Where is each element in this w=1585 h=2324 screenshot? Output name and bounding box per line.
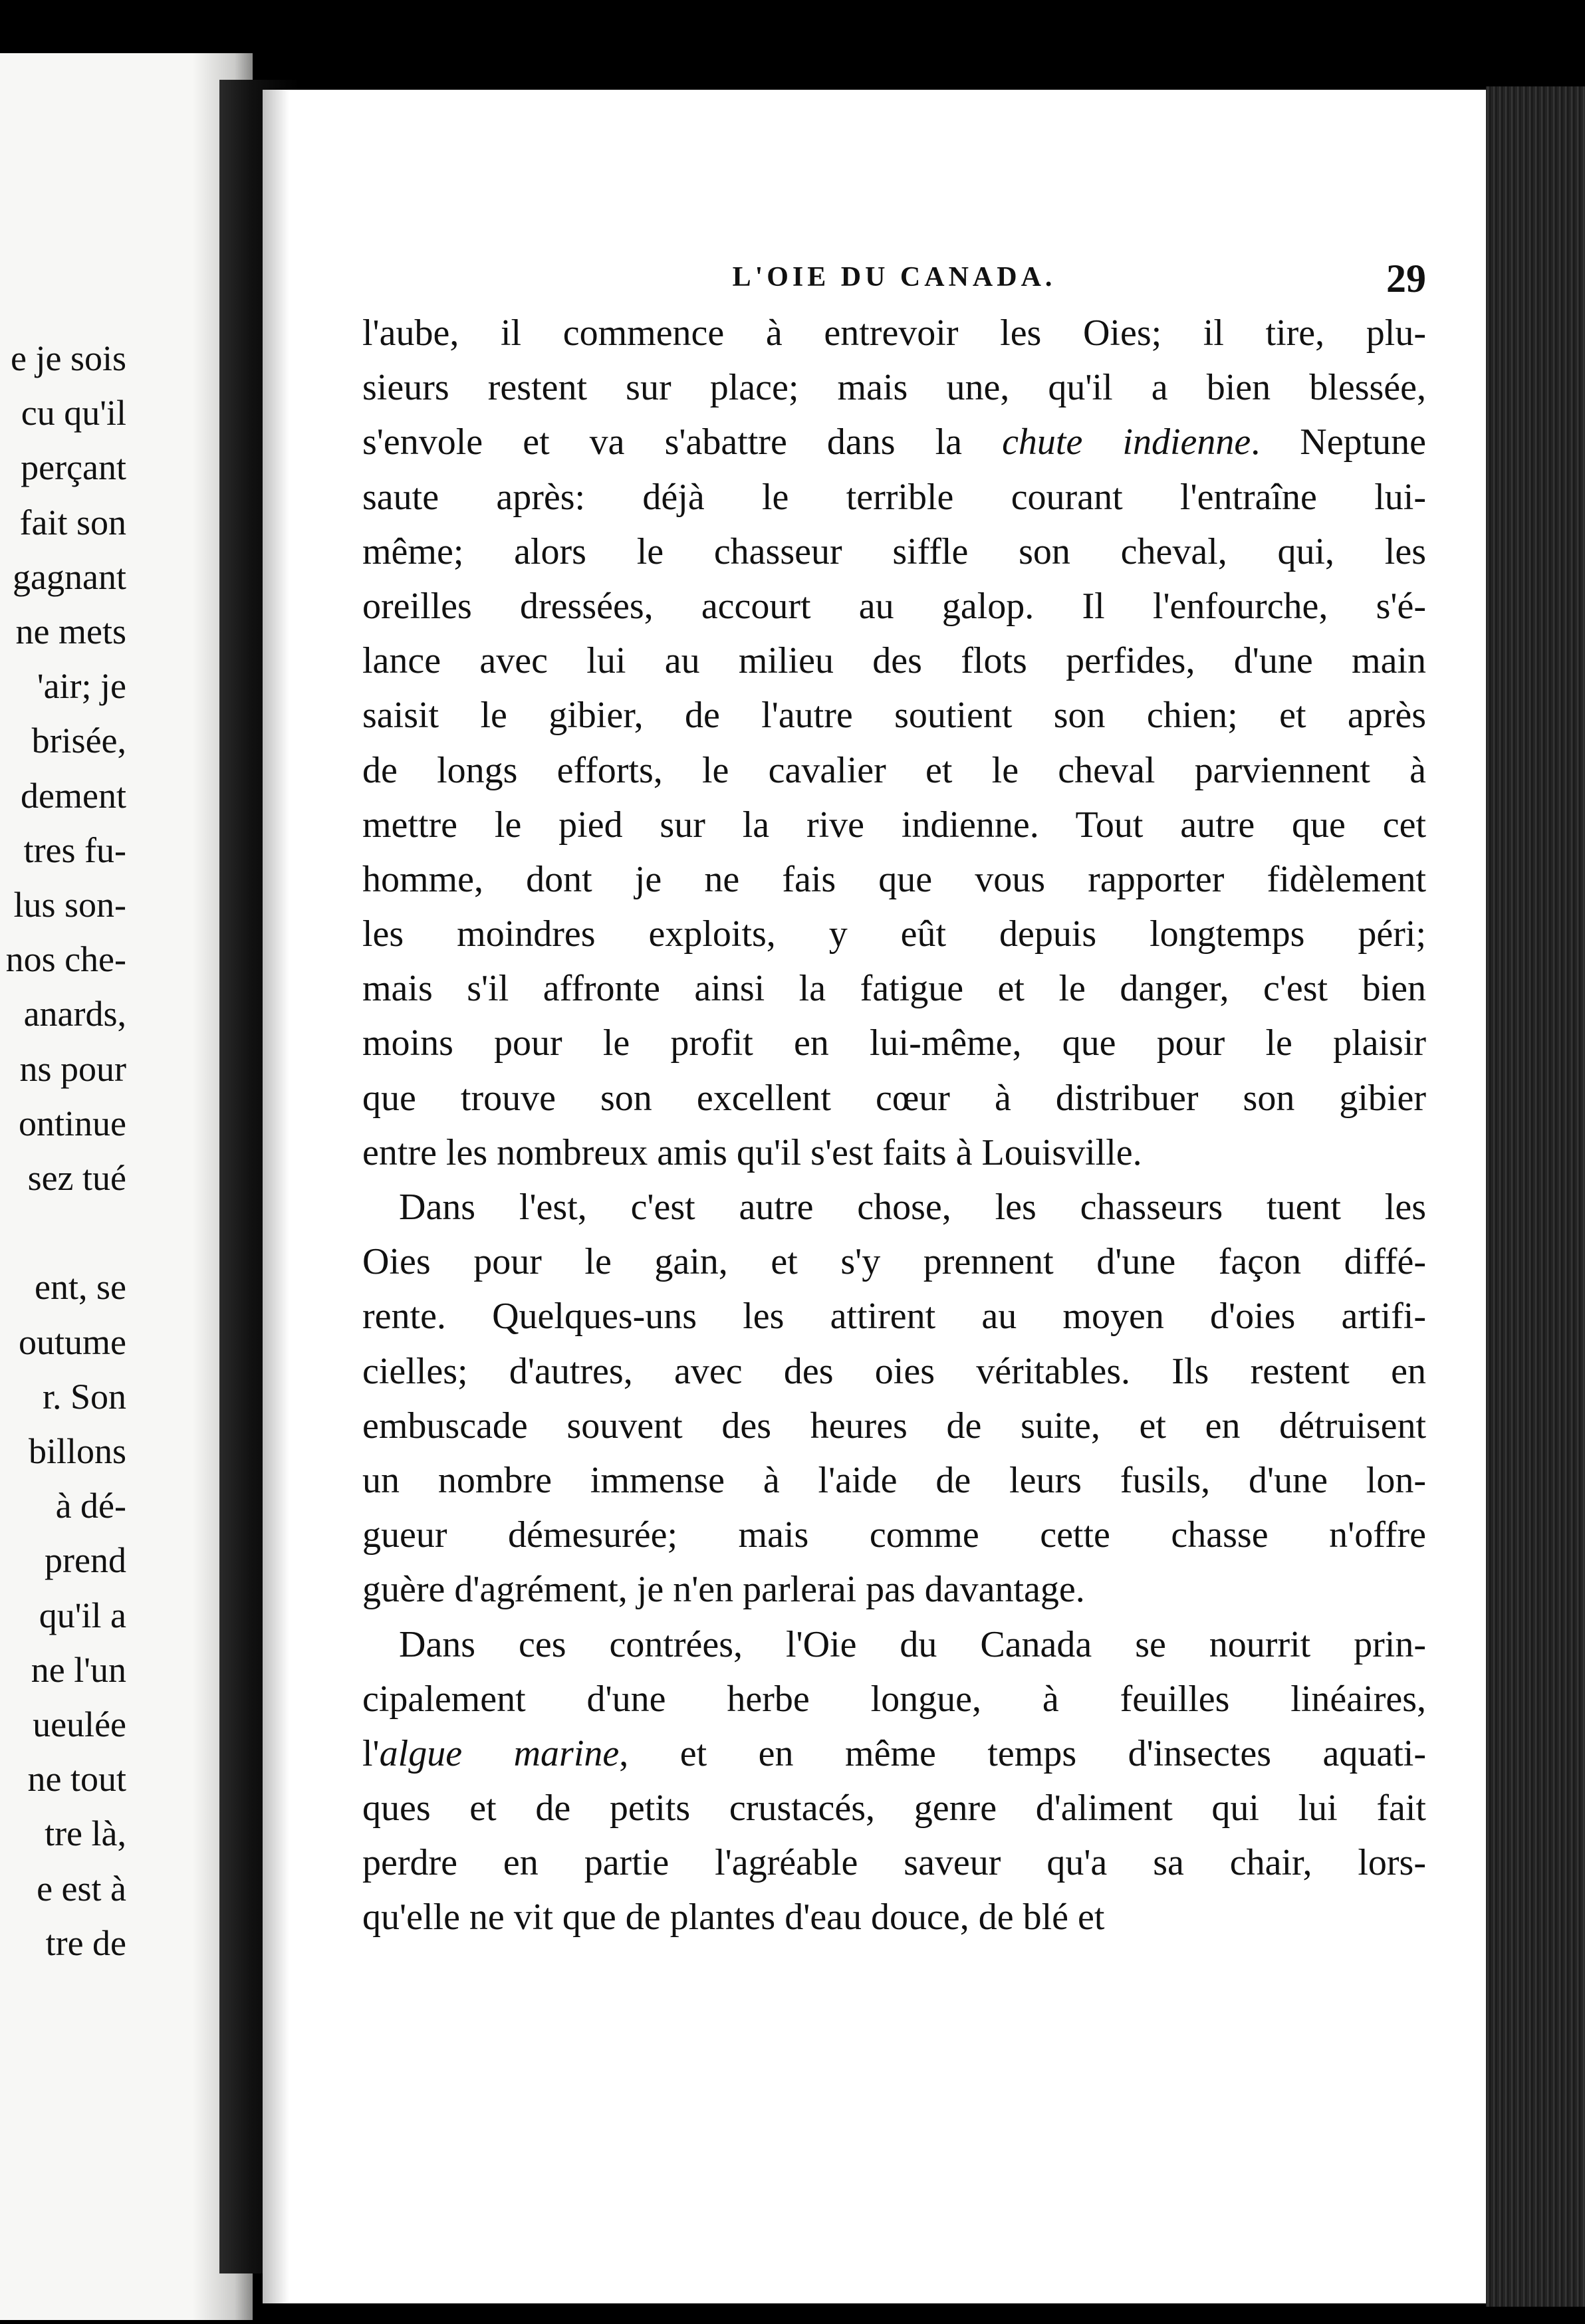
facing-page-line: tre de	[45, 1922, 126, 1963]
facing-page-line: prend	[45, 1540, 126, 1581]
facing-page-line: tres fu-	[23, 830, 126, 870]
facing-page-line: e est à	[37, 1868, 126, 1909]
text-line: l'aube, il commence à entrevoir les Oies; il tire, plu-	[362, 312, 1426, 354]
facing-page-line: ne mets	[15, 612, 126, 651]
facing-page	[0, 53, 253, 2320]
facing-page-line: ontinue	[19, 1103, 126, 1143]
paragraph	[362, 1180, 1426, 1617]
text-line: guère d'agrément, je n'en parlerai pas davantage.	[362, 1569, 1085, 1611]
text-line: Dans l'est, c'est autre chose, les chasseurs tuent les	[399, 1187, 1426, 1228]
text-line: ques et de petits crustacés, genre d'aliment qui lui fait	[362, 1788, 1426, 1829]
facing-page-line: perçant	[21, 447, 126, 488]
facing-page-line: ne l'un	[31, 1649, 126, 1690]
facing-page-line: ent, se	[35, 1267, 126, 1308]
facing-page-line: outume	[19, 1322, 126, 1362]
text-line: perdre en partie l'agréable saveur qu'a sa chair, lors-	[362, 1842, 1426, 1884]
text-line: qu'elle ne vit que de plantes d'eau douce, de blé et	[362, 1897, 1105, 1938]
facing-page-line: sez tué	[27, 1158, 126, 1198]
text-line: un nombre immense à l'aide de leurs fusils, d'une lon-	[362, 1459, 1426, 1501]
facing-page-line: r. Son	[42, 1376, 126, 1417]
text-line: cielles; d'autres, avec des oies véritables. Ils restent en	[362, 1350, 1426, 1392]
facing-page-line: à dé-	[55, 1486, 126, 1526]
body-text	[362, 306, 1426, 1945]
facing-page-line: anards,	[23, 994, 126, 1034]
text-line: sieurs restent sur place; mais une, qu'il a bien blessée,	[362, 367, 1426, 409]
page-header	[362, 256, 1426, 309]
book-page	[263, 90, 1486, 2303]
facing-page-line: billons	[28, 1431, 126, 1471]
text-line: Dans ces contrées, l'Oie du Canada se nourrit prin-	[399, 1623, 1426, 1665]
facing-page-line: ns pour	[19, 1048, 126, 1089]
text-line: homme, dont je ne fais que vous rapporter fidèlement	[362, 858, 1426, 900]
text-line: même; alors le chasseur siffle son cheval, qui, les	[362, 530, 1426, 572]
facing-page-line: tre là,	[45, 1813, 126, 1854]
facing-page-line: 'air; je	[37, 666, 126, 707]
facing-page-line: nos che-	[5, 939, 126, 980]
facing-page-line: ueulée	[33, 1704, 126, 1744]
facing-page-line: dement	[21, 775, 126, 816]
text-line: saute après: déjà le terrible courant l'entraîne lui-	[362, 476, 1426, 518]
text-line: que trouve son excellent cœur à distribuer son gibier	[362, 1077, 1426, 1119]
paragraph	[362, 306, 1426, 1180]
text-line: de longs efforts, le cavalier et le cheval parviennent à	[362, 749, 1426, 791]
text-line: s'envole et va s'abattre dans la chute indienne. Neptune	[362, 421, 1426, 463]
text-line: mettre le pied sur la rive indienne. Tout autre que cet	[362, 804, 1426, 846]
text-line: gueur démesurée; mais comme cette chasse n'offre	[362, 1514, 1426, 1556]
running-head: L'OIE DU CANADA.	[732, 262, 1056, 292]
facing-page-line: fait son	[19, 502, 126, 542]
text-line: embuscade souvent des heures de suite, et en détruisent	[362, 1405, 1426, 1447]
text-line: Oies pour le gain, et s'y prennent d'une façon diffé-	[362, 1241, 1426, 1283]
text-line: l'algue marine, et en même temps d'insectes aquati-	[362, 1732, 1427, 1774]
text-line: moins pour le profit en lui-même, que pour le plaisir	[362, 1022, 1426, 1064]
text-line: oreilles dressées, accourt au galop. Il l'enfourche, s'é-	[362, 585, 1426, 627]
facing-page-line: lus son-	[13, 885, 126, 925]
text-line: saisit le gibier, de l'autre soutient son chien; et après	[362, 695, 1426, 737]
facing-page-line: cu qu'il	[21, 393, 126, 433]
text-line: mais s'il affronte ainsi la fatigue et le danger, c'est bien	[362, 968, 1426, 1010]
page-number: 29	[1386, 257, 1426, 300]
page-edges	[1486, 86, 1585, 2307]
paragraph	[362, 1617, 1426, 1945]
facing-page-line: e je sois	[11, 338, 126, 378]
text-line: les moindres exploits, y eût depuis longtemps péri;	[362, 913, 1426, 955]
text-line: entre les nombreux amis qu'il s'est faits à Louisville.	[362, 1131, 1142, 1173]
text-line: cipalement d'une herbe longue, à feuilles linéaires,	[362, 1678, 1426, 1720]
facing-page-line: brisée,	[31, 721, 126, 761]
facing-page-line: ne tout	[27, 1759, 126, 1800]
text-line: lance avec lui au milieu des flots perfides, d'une main	[362, 640, 1426, 682]
text-line: rente. Quelques-uns les attirent au moyen d'oies artifi-	[362, 1296, 1426, 1337]
facing-page-line: gagnant	[13, 556, 126, 597]
facing-page-line: qu'il a	[39, 1595, 126, 1635]
